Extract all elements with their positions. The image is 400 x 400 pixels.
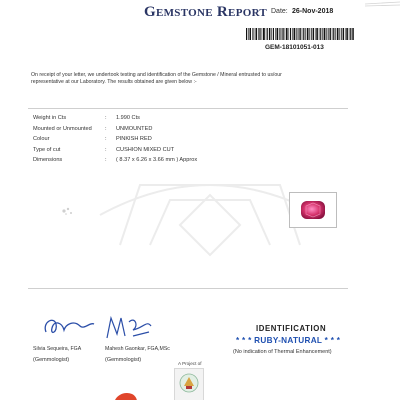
report-number: GEM-18101051-013: [265, 44, 324, 51]
report-title: Gemstone Report: [144, 4, 268, 20]
spec-label: Weight in Cts: [33, 115, 67, 121]
spec-value: ( 8.37 x 6.26 x 3.66 mm ) Approx: [116, 157, 198, 163]
spec-label: Mounted or Unmounted: [33, 125, 92, 132]
spec-row-weight: [33, 115, 273, 126]
signature-mahesh-icon: [103, 312, 155, 342]
spec-colon: :: [105, 125, 107, 132]
spec-colon: :: [105, 157, 107, 163]
parent-logo-icon: [174, 368, 204, 400]
intro-text: On receipt of your letter, we undertook testing and identification of the Gemstone / Mineral entrusted to us/our representative at our Laboratory. The results obtained are given below :-: [31, 72, 282, 85]
emblem-icon: [178, 372, 200, 394]
spec-row-cut: [33, 147, 273, 158]
page-edge-mark-icon: [365, 0, 400, 8]
spec-value: UNMOUNTED: [116, 125, 153, 132]
spec-colon: :: [105, 146, 107, 153]
spec-label: Dimensions: [33, 157, 63, 163]
signature-silvia-icon: [40, 312, 96, 340]
spec-label: Colour: [33, 136, 50, 142]
identification-note: (No indication of Thermal Enhancement): [233, 349, 332, 355]
spec-value: PINKISH RED: [116, 136, 152, 142]
spec-value: CUSHION MIXED CUT: [116, 146, 175, 153]
spec-row-colour: [33, 136, 273, 147]
spec-row-mounting: [33, 126, 273, 137]
project-label: A Project of: [178, 361, 202, 366]
spec-colon: :: [105, 136, 107, 142]
signatory-name: Silvia Sequeira, FGA: [33, 346, 82, 352]
identification-heading: IDENTIFICATION: [256, 324, 327, 333]
identification-result: * * * RUBY-NATURAL * * *: [236, 336, 341, 345]
signatory-role: (Gemmologist): [105, 357, 142, 363]
signatory-name: Mahesh Gaonkar, FGA,MSc: [105, 346, 170, 352]
smudge-mark-icon: [60, 205, 76, 217]
signatory-role: (Gemmologist): [33, 357, 70, 363]
ruby-stone-icon: [299, 198, 327, 222]
spec-value: 1.990 Cts: [116, 115, 140, 121]
divider: [28, 288, 348, 289]
divider: [28, 108, 348, 109]
stone-photo: [289, 192, 337, 228]
date-label: Date:: [271, 8, 288, 15]
specs-list: [33, 115, 273, 168]
report-date: 26-Nov-2018: [292, 8, 334, 15]
spec-colon: :: [105, 115, 107, 121]
seal-fragment-icon: [110, 388, 140, 400]
barcode-icon: [246, 28, 354, 40]
spec-label: Type of cut: [33, 146, 61, 153]
